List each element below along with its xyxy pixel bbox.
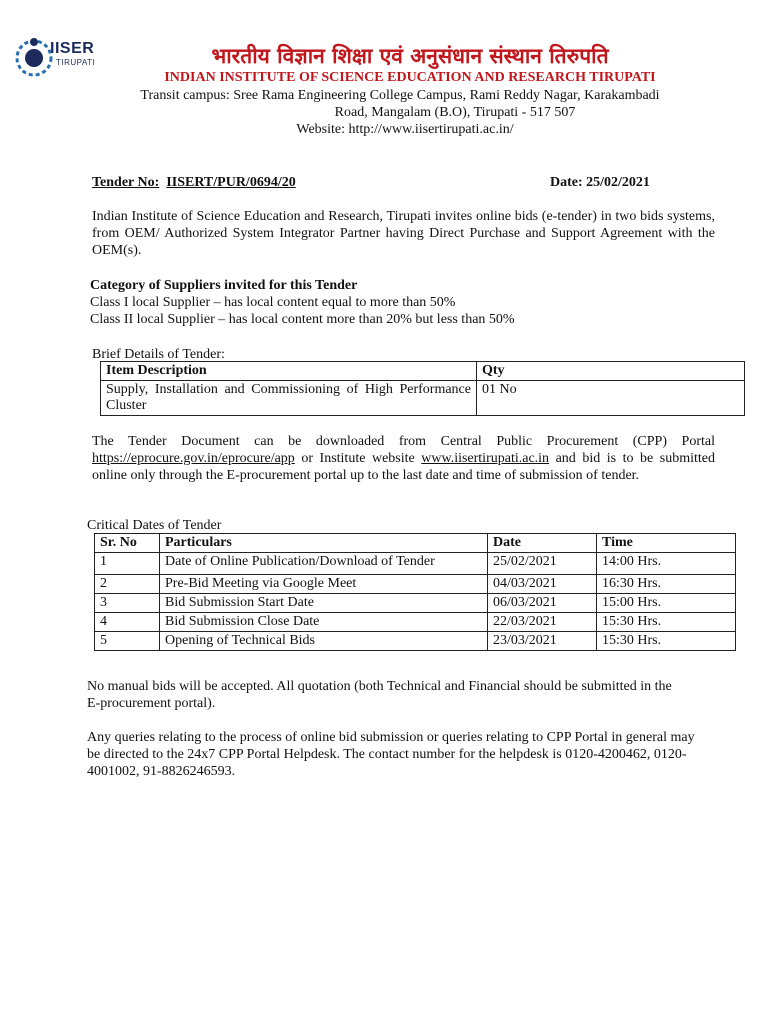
col-sr-no: Sr. No xyxy=(95,534,160,553)
critical-dates-heading: Critical Dates of Tender xyxy=(87,518,222,533)
particulars-cell: Bid Submission Start Date xyxy=(160,594,488,613)
time-cell: 14:00 Hrs. xyxy=(597,553,736,575)
particulars-cell: Opening of Technical Bids xyxy=(160,632,488,651)
time-cell: 15:30 Hrs. xyxy=(597,613,736,632)
download-text-2: or Institute website xyxy=(294,451,422,466)
tender-number: IISERT/PUR/0694/20 xyxy=(166,175,296,190)
brief-table xyxy=(100,361,745,416)
institute-name: INDIAN INSTITUTE OF SCIENCE EDUCATION AND RESEARCH TIRUPATI xyxy=(164,70,656,85)
time-cell: 15:30 Hrs. xyxy=(597,632,736,651)
col-time: Time xyxy=(597,534,736,553)
date-cell: 25/02/2021 xyxy=(488,553,597,575)
particulars-cell: Pre-Bid Meeting via Google Meet xyxy=(160,575,488,594)
time-cell: 16:30 Hrs. xyxy=(597,575,736,594)
download-paragraph xyxy=(92,433,715,484)
brief-col-item: Item Description xyxy=(101,362,477,381)
hindi-title: भारतीय विज्ञान शिक्षा एवं अनुसंधान संस्थान तिरुपति xyxy=(211,44,609,68)
address-line-2: Road, Mangalam (B.O), Tirupati - 517 507 xyxy=(334,105,576,120)
table-row xyxy=(95,632,736,651)
tender-number-label: Tender No: xyxy=(92,175,160,190)
particulars-cell: Date of Online Publication/Download of Tender xyxy=(160,553,488,575)
download-text-3: and bid is to be submitted online only through the E-procurement portal up to the last date and time of submission of tender. xyxy=(92,451,716,483)
logo-subtext: TIRUPATI xyxy=(56,58,96,67)
col-date: Date xyxy=(488,534,597,553)
date-cell: 23/03/2021 xyxy=(488,632,597,651)
no-manual-bids-note: No manual bids will be accepted. All quotation (both Technical and Financial should be submitted in the E-procurement portal). xyxy=(87,679,672,711)
brief-item-cell: Supply, Installation and Commissioning of High Performance Cluster xyxy=(101,381,477,416)
helpdesk-note: Any queries relating to the process of online bid submission or queries relating to CPP Portal in general may be directed to the 24x7 CPP Portal Helpdesk. The contact number for the helpdesk is 0120-4200462, 0120-4001002, 91-8826246593. xyxy=(87,730,695,779)
date-cell: 04/03/2021 xyxy=(488,575,597,594)
brief-qty-cell: 01 No xyxy=(477,381,745,416)
table-row xyxy=(95,553,736,575)
category-class-2: Class II local Supplier – has local content more than 20% but less than 50% xyxy=(90,312,515,327)
table-row xyxy=(95,575,736,594)
col-particulars: Particulars xyxy=(160,534,488,553)
date-cell: 22/03/2021 xyxy=(488,613,597,632)
brief-heading: Brief Details of Tender: xyxy=(92,347,225,362)
critical-dates-table xyxy=(94,533,736,651)
tender-date: Date: 25/02/2021 xyxy=(550,175,650,190)
table-row xyxy=(95,613,736,632)
sr-cell: 1 xyxy=(95,553,160,575)
category-heading: Category of Suppliers invited for this Tender xyxy=(90,278,358,293)
download-text-1: The Tender Document can be downloaded from Central Public Procurement (CPP) Portal xyxy=(92,434,715,449)
cpp-portal-link[interactable]: https://eprocure.gov.in/eprocure/app xyxy=(92,451,295,466)
sr-cell: 2 xyxy=(95,575,160,594)
intro-paragraph: Indian Institute of Science Education and Research, Tirupati invites online bids (e-tender) in two bids systems, from OEM/ Authorized System Integrator Partner having Direct Purchase and Support Agreement with the OEM(s). xyxy=(92,209,715,258)
website-line: Website: http://www.iisertirupati.ac.in/ xyxy=(296,122,514,137)
sr-cell: 5 xyxy=(95,632,160,651)
tender-number-line xyxy=(92,174,296,191)
date-cell: 06/03/2021 xyxy=(488,594,597,613)
sr-cell: 4 xyxy=(95,613,160,632)
category-class-1: Class I local Supplier – has local content equal to more than 50% xyxy=(90,295,456,310)
address-line-1: Transit campus: Sree Rama Engineering College Campus, Rami Reddy Nagar, Karakambadi xyxy=(140,88,660,103)
table-row xyxy=(95,594,736,613)
particulars-cell: Bid Submission Close Date xyxy=(160,613,488,632)
logo-text: IISER xyxy=(50,40,95,57)
sr-cell: 3 xyxy=(95,594,160,613)
institute-website-link[interactable]: www.iisertirupati.ac.in xyxy=(421,451,550,466)
time-cell: 15:00 Hrs. xyxy=(597,594,736,613)
brief-col-qty: Qty xyxy=(477,362,745,381)
